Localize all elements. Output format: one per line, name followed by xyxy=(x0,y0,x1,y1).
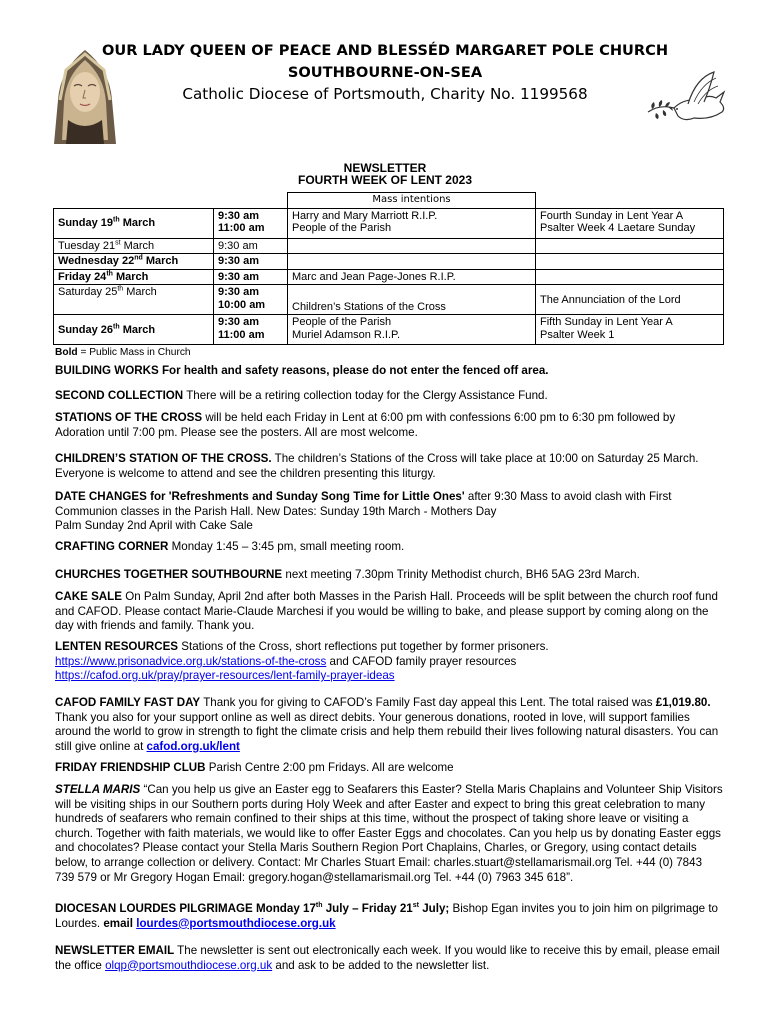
childrens-stations-notice: CHILDREN’S STATION OF THE CROSS. The children’s Stations of the Cross will take place at 10:00 on Saturday 25 March. Everyone is welcome to attend and see the children presenting this liturgy. xyxy=(55,452,699,480)
cafod-lent-link[interactable]: cafod.org.uk/lent xyxy=(146,739,240,753)
cafod-prayer-link[interactable]: https://cafod.org.uk/pray/prayer-resources/lent-family-prayer-ideas xyxy=(55,669,395,683)
second-collection-notice: SECOND COLLECTION There will be a retiring collection today for the Clergy Assistance Fund. xyxy=(55,389,548,402)
office-email-link[interactable]: olqp@portsmouthdiocese.org.uk xyxy=(105,958,273,972)
church-location: SOUTHBOURNE-ON-SEA xyxy=(287,64,483,81)
table-row-time: 9:30 am xyxy=(214,269,288,285)
newsletter-email-notice: NEWSLETTER EMAIL The newsletter is sent out electronically each week. If you would like to receive this by email, please email the office olqp@portsmouthdiocese.org.uk and ask to be added to the newsletter list. xyxy=(55,944,720,972)
friday-friendship-notice: FRIDAY FRIENDSHIP CLUB Parish Centre 2:00 pm Fridays. All are welcome xyxy=(55,761,454,774)
table-row-feast: The Annunciation of the Lord xyxy=(536,285,724,315)
cafod-fast-day-notice: CAFOD FAMILY FAST DAY Thank you for giving to CAFOD’s Family Fast day appeal this Lent. The total raised was £1,019.80. Thank you also for your support online as well as direct debits. Your generous donations, rooted in love, will support families around the world to grow in strength to fight the climate crisis and help them rebuild their lives following natural disasters. You can still give online at cafod.org.uk/lent xyxy=(55,696,719,753)
stations-notice: STATIONS OF THE CROSS will be held each Friday in Lent at 6:00 pm with confessions 6:00 pm to 6:30 pm followed by Adoration until 7:00 pm. Please see the posters. All are most welcome. xyxy=(55,411,676,439)
table-row-feast: Fourth Sunday in Lent Year A Psalter Week 4 Laetare Sunday xyxy=(536,208,724,238)
church-name: OUR LADY QUEEN OF PEACE AND BLESSÉD MARGARET POLE CHURCH xyxy=(101,42,669,59)
cake-sale-notice: CAKE SALE On Palm Sunday, April 2nd after both Masses in the Parish Hall. Proceeds will be split between the church roof fund and CAFOD. Please contact Marie-Claude Marchesi if you would be willing to bake, and please support by coming along on the day with friends and family. Thank you. xyxy=(55,590,718,633)
table-row-feast xyxy=(536,254,724,270)
table-row-day: Sunday 19th March xyxy=(54,208,214,238)
lourdes-pilgrimage-notice: DIOCESAN LOURDES PILGRIMAGE Monday 17th July – Friday 21st July; Bishop Egan invites you to join him on pilgrimage to Lourdes. email lourdes@portsmouthdiocese.org.uk xyxy=(55,902,718,930)
table-row-day: Saturday 25th March xyxy=(54,285,214,315)
table-legend: Bold = Public Mass in Church xyxy=(55,347,191,358)
table-row-intention xyxy=(288,254,536,270)
table-row-day: Wednesday 22nd March xyxy=(54,254,214,270)
table-row-intention: Harry and Mary Marriott R.I.P. People of the Parish xyxy=(288,208,536,238)
table-row-feast xyxy=(536,269,724,285)
lourdes-email-link[interactable]: lourdes@portsmouthdiocese.org.uk xyxy=(136,916,336,930)
table-row-day: Tuesday 21st March xyxy=(54,238,214,254)
mass-intentions-header: Mass intentions xyxy=(288,193,536,209)
table-row-feast xyxy=(536,238,724,254)
churches-together-notice: CHURCHES TOGETHER SOUTHBOURNE next meeting 7.30pm Trinity Methodist church, BH6 5AG 23rd March. xyxy=(55,568,640,581)
table-row-feast: Fifth Sunday in Lent Year A Psalter Week 1 xyxy=(536,315,724,345)
table-row-time: 9:30 am 11:00 am xyxy=(214,315,288,345)
table-row-day: Friday 24th March xyxy=(54,269,214,285)
prison-advice-link[interactable]: https://www.prisonadvice.org.uk/stations-of-the-cross xyxy=(55,654,327,668)
table-row-intention: Children’s Stations of the Cross xyxy=(288,285,536,315)
date-changes-notice: DATE CHANGES for 'Refreshments and Sunday Song Time for Little Ones' after 9:30 Mass to avoid clash with First Communion classes in the Parish Hall. New Dates: Sunday 19th March - Mothers Day Palm Sunday 2nd April with Cake Sale xyxy=(55,490,672,533)
table-row-time: 9:30 am 11:00 am xyxy=(214,208,288,238)
building-works-notice: BUILDING WORKS For health and safety reasons, please do not enter the fenced off area. xyxy=(55,364,549,377)
table-row-day: Sunday 26th March xyxy=(54,315,214,345)
table-row-time: 9:30 am xyxy=(214,238,288,254)
table-row-intention: People of the Parish Muriel Adamson R.I.P. xyxy=(288,315,536,345)
stella-maris-notice: STELLA MARIS “Can you help us give an Easter egg to Seafarers this Easter? Stella Maris Chaplains and Volunteer Ship Visitors will be visiting ships in our Southern ports during Holy Week and after Easter and expect to bring this great celebration to many hundreds of seafarers who remain confined to their ships at this time, without the prospect of taking shore leave or visiting a church. Together with faith materials, we would like to offer Easter Eggs and chocolates. Can you help us by donating Easter eggs and chocolates? Please contact your Stella Maris Southern Region Port Chaplains, Charles, or Gregory, using contact details below, to arrange collection or delivery. Contact: Mr Charles Stuart Email: charles.stuart@stellamarismail.org Tel. +44 (0) 7843 739 579 or Mr Gregory Hogan Email: gregory.hogan@stellamarismail.org Tel. +44 (0) 7963 345 618”. xyxy=(55,783,723,884)
lenten-resources-notice: LENTEN RESOURCES Stations of the Cross, short reflections put together by former prisoners. https://www.prisonadvice.org.uk/stations-of-the-cross and CAFOD family prayer resources https://cafod.org.uk/pray/prayer-resources/lent-family-prayer-ideas xyxy=(55,640,549,683)
table-row-time: 9:30 am xyxy=(214,254,288,270)
mass-schedule-table xyxy=(53,192,724,345)
newsletter-subtitle: FOURTH WEEK OF LENT 2023 xyxy=(297,173,473,187)
crafting-corner-notice: CRAFTING CORNER Monday 1:45 – 3:45 pm, small meeting room. xyxy=(55,540,405,553)
table-row-time: 9:30 am 10:00 am xyxy=(214,285,288,315)
table-row-intention: Marc and Jean Page-Jones R.I.P. xyxy=(288,269,536,285)
newsletter-title: NEWSLETTER xyxy=(343,161,427,175)
table-row-intention xyxy=(288,238,536,254)
diocese-line: Catholic Diocese of Portsmouth, Charity No. 1199568 xyxy=(182,85,588,103)
